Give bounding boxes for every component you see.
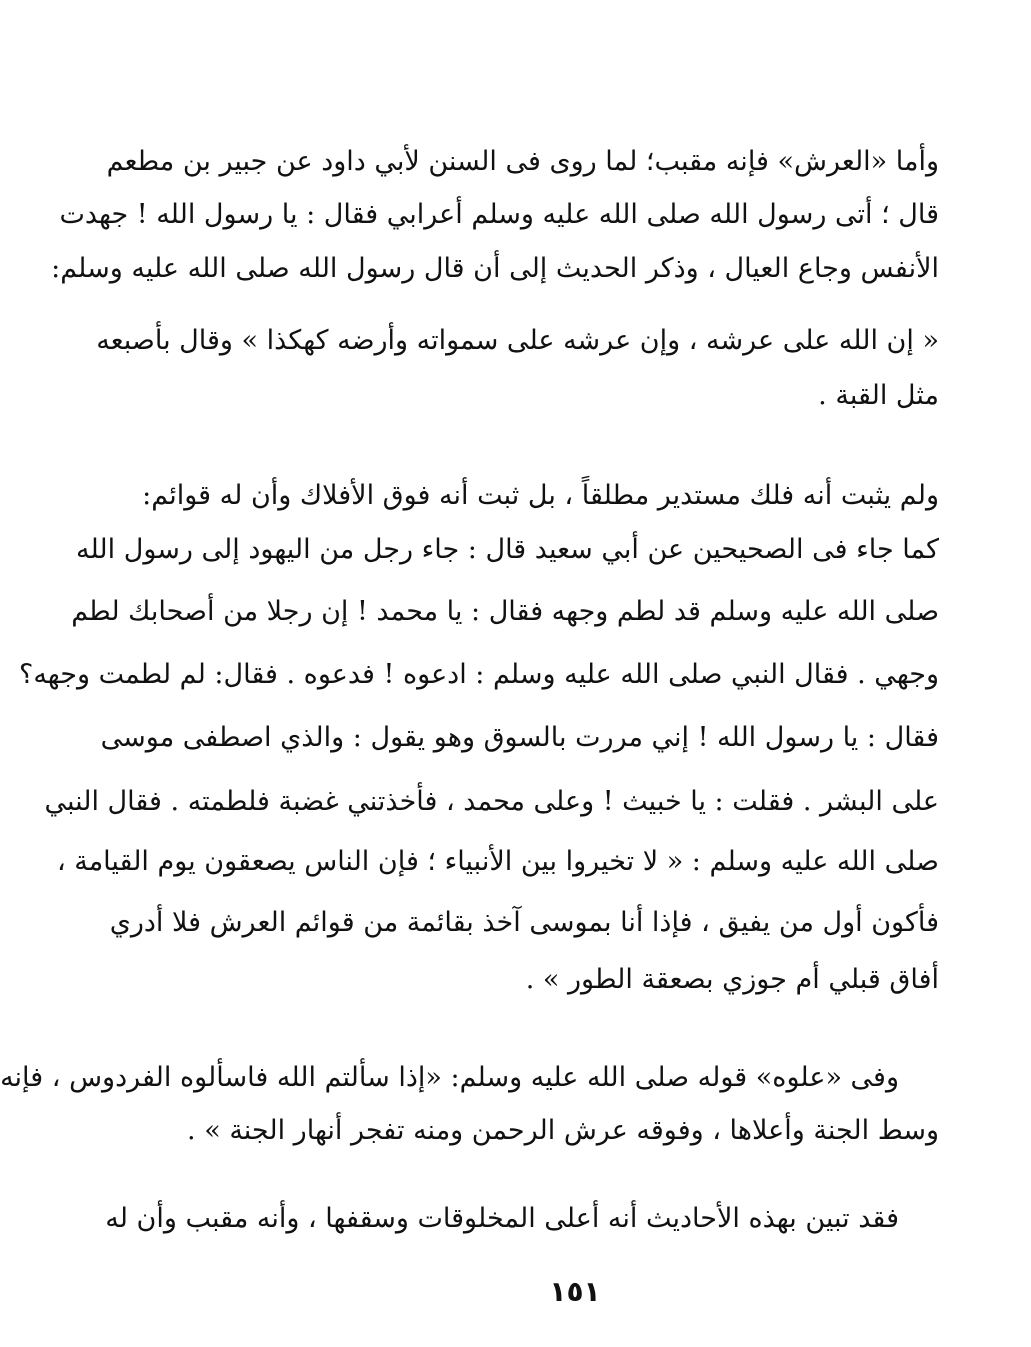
paragraph-2-line-9: أفاق قبلي أم جوزي بصعقة الطور » . [525,964,939,995]
paragraph-2-line-4: وجهي . فقال النبي صلى الله عليه وسلم : ادعوه ! فدعوه . فقال: لم لطمت وجهه؟ [19,659,939,690]
paragraph-2-line-1: ولم يثبت أنه فلك مستدير مطلقاً ، بل ثبت أنه فوق الأفلاك وأن له قوائم: [142,480,939,511]
paragraph-1-line-2: قال ؛ أتى رسول الله صلى الله عليه وسلم أعرابي فقال : يا رسول الله ! جهدت [59,199,939,230]
paragraph-1-line-1: وأما «العرش» فإنه مقبب؛ لما روى فى السنن لأبي داود عن جبير بن مطعم [106,146,939,177]
paragraph-2-line-8: فأكون أول من يفيق ، فإذا أنا بموسى آخذ بقائمة من قوائم العرش فلا أدري [109,907,939,938]
paragraph-1-line-4: « إن الله على عرشه ، وإن عرشه على سمواته وأرضه كهكذا » وقال بأصبعه [96,325,939,356]
paragraph-2-line-3: صلى الله عليه وسلم قد لطم وجهه فقال : يا محمد ! إن رجلا من أصحابك لطم [71,596,939,627]
paragraph-2-line-7: صلى الله عليه وسلم : « لا تخيروا بين الأنبياء ؛ فإن الناس يصعقون يوم القيامة ، [56,846,939,877]
paragraph-1-line-3: الأنفس وجاع العيال ، وذكر الحديث إلى أن قال رسول الله صلى الله عليه وسلم: [51,253,939,284]
paragraph-1-line-5: مثل القبة . [818,380,939,411]
page-number: ١٥١ [549,1275,601,1308]
paragraph-2-line-2: كما جاء فى الصحيحين عن أبي سعيد قال : جاء رجل من اليهود إلى رسول الله [76,534,939,565]
paragraph-3-line-2: وسط الجنة وأعلاها ، وفوقه عرش الرحمن ومنه تفجر أنهار الجنة » . [187,1115,939,1146]
paragraph-3-line-1: وفى «علوه» قوله صلى الله عليه وسلم: «إذا سألتم الله فاسألوه الفردوس ، فإنه [0,1062,899,1093]
paragraph-2-line-6: على البشر . فقلت : يا خبيث ! وعلى محمد ، فأخذتني غضبة فلطمته . فقال النبي [44,786,939,817]
paragraph-2-line-5: فقال : يا رسول الله ! إني مررت بالسوق وهو يقول : والذي اصطفى موسى [100,722,939,753]
paragraph-4-line-1: فقد تبين بهذه الأحاديث أنه أعلى المخلوقات وسقفها ، وأنه مقبب وأن له [105,1203,899,1234]
